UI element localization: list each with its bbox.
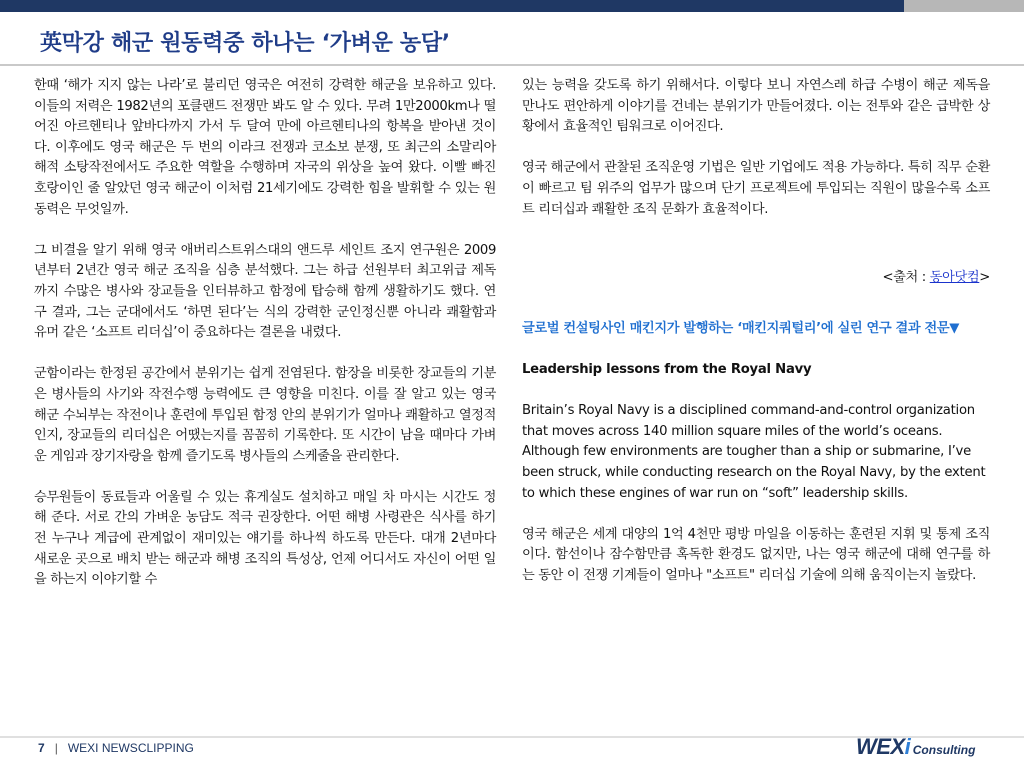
top-bar-navy [0, 0, 904, 12]
english-body: Britain’s Royal Navy is a disciplined command-and-control organization that moves across 140 million square miles of the world’s oceans. Although few environments are tougher than a ship or submarine, I’ve been struck, while conducting research on the Royal Navy, by the extent to which these engines of war run on “soft” leadership skills. [522, 403, 986, 501]
title-divider [0, 64, 1024, 66]
page-title: 英막강 해군 원동력중 하나는 ‘가벼운 농담’ [40, 31, 450, 56]
top-bar-gray [904, 0, 1024, 12]
source-line [522, 268, 990, 289]
source-prefix: <출처 : [882, 270, 930, 286]
right-column [522, 76, 990, 607]
source-link[interactable]: 동아닷컴 [929, 270, 980, 286]
logo-consulting: Consulting [912, 743, 976, 757]
footer [38, 741, 194, 755]
logo-i: i [904, 734, 911, 759]
right-paragraph-1: 있는 능력을 갖도록 하기 위해서다. 이렇다 보니 자연스레 하급 수병이 해군 제독을 만나도 편안하게 이야기를 건네는 분위기가 만들어졌다. 이는 전투와 같은 급박한 상황에서 효율적인 팀워크로 이어진다. [522, 78, 990, 135]
left-paragraph-3: 군함이라는 한정된 공간에서 분위기는 쉽게 전염된다. 함장을 비롯한 장교들의 기분은 병사들의 사기와 작전수행 능력에도 큰 영향을 미친다. 이를 잘 알고 있는 영국 해군 수뇌부는 작전이나 훈련에 투입된 함정 안의 분위기가 얼마나 쾌활하고 열정적인지, 장교들의 리더십은 어땠는지를 꼼꼼히 기록한다. 또 시간이 남을 때마다 가벼운 게임과 장기자랑을 함께 즐기도록 병사들의 스케줄을 관리한다. [34, 366, 496, 464]
left-paragraph-4: 승무원들이 동료들과 어울릴 수 있는 휴게실도 설치하고 매일 차 마시는 시간도 정해 준다. 서로 간의 가벼운 농담도 적극 권장한다. 어떤 해병 사령관은 식사를 하기 전 누구나 계급에 관계없이 재미있는 얘기를 하나씩 하도록 만든다. 대개 2년마다 새로운 곳으로 배치 받는 해군과 해병 조직의 특성상, 언제 어디서도 자신이 어떤 일을 하는지 이야기할 수 [34, 489, 496, 588]
top-bar [0, 0, 1024, 12]
left-column [34, 76, 496, 611]
english-heading: Leadership lessons from the Royal Navy [522, 361, 812, 377]
left-paragraph-2: 그 비결을 알기 위해 영국 애버리스트위스대의 앤드루 세인트 조지 연구원은 2009년부터 2년간 영국 해군 조직을 심층 분석했다. 그는 하급 선원부터 최고위급 제독까지 수많은 병사와 장교들을 인터뷰하고 함정에 탑승해 함께 생활하기도 했다. 연구 결과, 그는 군대에서도 ‘하면 된다’는 식의 강력한 군인정신뿐 아니라 쾌활함과 유머 같은 ‘소프트 리더십’이 중요하다는 결론을 내렸다. [34, 242, 496, 341]
left-paragraph-1: 한때 ‘해가 지지 않는 나라’로 불리던 영국은 여전히 강력한 해군을 보유하고 있다. 이들의 저력은 1982년의 포클랜드 전쟁만 봐도 알 수 있다. 무려 1만2000km나 떨어진 아르헨티나 앞바다까지 가서 두 달여 만에 아르헨티나의 항복을 받아낸 것이다. 이후에도 영국 해군은 두 번의 이라크 전쟁과 코소보 분쟁, 또 최근의 소말리아 해적 소탕작전에서도 주요한 역할을 수행하며 자국의 위상을 높여 왔다. 이빨 빠진 호랑이인 줄 알았던 영국 해군이 이처럼 21세기에도 강력한 힘을 발휘할 수 있는 원동력은 무엇일까. [34, 78, 496, 217]
korean-translation: 영국 해군은 세계 대양의 1억 4천만 평방 마일을 이동하는 훈련된 지휘 및 통제 조직이다. 함선이나 잠수함만큼 혹독한 환경도 없지만, 나는 영국 해군에 대해 연구를 하는 동안 이 전쟁 기계들이 얼마나 "소프트" 리더십 기술에 의해 움직이는지 놀랐다. [522, 526, 990, 583]
right-paragraph-2: 영국 해군에서 관찰된 조직운영 기법은 일반 기업에도 적용 가능하다. 특히 직무 순환이 빠르고 팀 위주의 업무가 많으며 단기 프로젝트에 투입되는 직원이 많을수록 소프트 리더십과 쾌활한 조직 문화가 효율적이다. [522, 160, 990, 217]
page-number: 7 [38, 741, 45, 755]
footer-label: WEXI NEWSCLIPPING [67, 741, 194, 755]
logo-wex: WEX [856, 734, 905, 759]
source-suffix: > [979, 270, 990, 286]
mckinsey-heading: 글로벌 컨설팅사인 매킨지가 발행하는 ‘매킨지쿼털리’에 실린 연구 결과 전문▼ [522, 320, 960, 336]
footer-separator: | [54, 741, 58, 755]
wexi-logo [856, 734, 975, 760]
